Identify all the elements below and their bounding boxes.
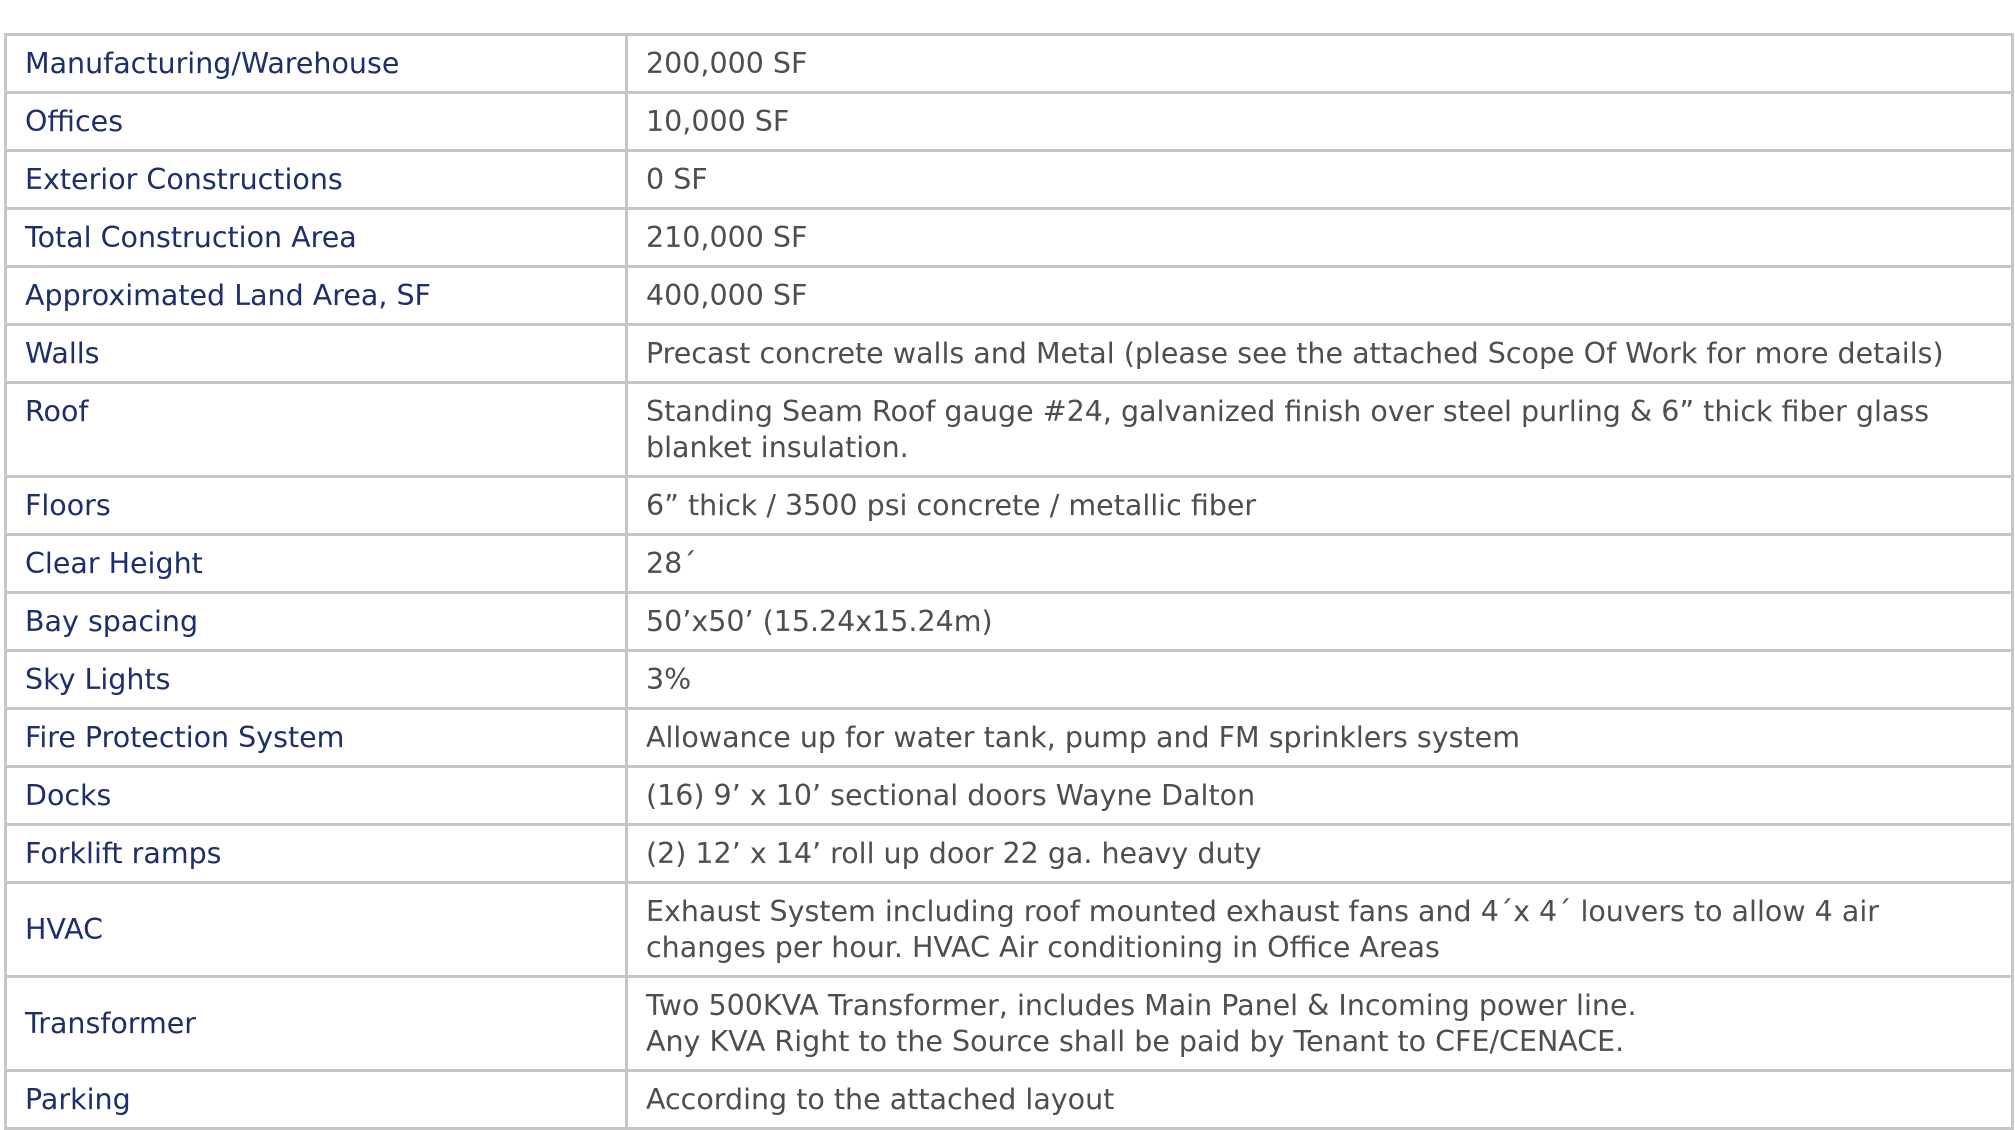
spec-label: Forklift ramps [6, 825, 627, 883]
table-row [6, 209, 2013, 267]
spec-label: Exterior Constructions [6, 151, 627, 209]
spec-value: 28´ [627, 535, 2013, 593]
table-row [6, 767, 2013, 825]
table-row [6, 93, 2013, 151]
spec-label: Parking [6, 1071, 627, 1129]
spec-label: Total Construction Area [6, 209, 627, 267]
spec-label: Fire Protection System [6, 709, 627, 767]
spec-value: 200,000 SF [627, 35, 2013, 93]
spec-value [627, 883, 2013, 977]
table-row [6, 35, 2013, 93]
spec-value: 3% [627, 651, 2013, 709]
building-spec-table [4, 33, 2014, 1130]
spec-value-line: changes per hour. HVAC Air conditioning in Office Areas [646, 931, 1440, 964]
spec-value-line: Two 500KVA Transformer, includes Main Panel & Incoming power line. [646, 989, 1637, 1022]
table-row [6, 535, 2013, 593]
spec-label: Walls [6, 325, 627, 383]
table-row [6, 651, 2013, 709]
table-row [6, 883, 2013, 977]
table-row [6, 383, 2013, 477]
table-row [6, 709, 2013, 767]
spec-value-line: blanket insulation. [646, 431, 909, 464]
spec-value-line: Exhaust System including roof mounted exhaust fans and 4´x 4´ louvers to allow 4 air [646, 895, 1879, 928]
spec-value: Allowance up for water tank, pump and FM sprinklers system [627, 709, 2013, 767]
spec-value: 50’x50’ (15.24x15.24m) [627, 593, 2013, 651]
table-row [6, 825, 2013, 883]
spec-value: According to the attached layout [627, 1071, 2013, 1129]
spec-value: (16) 9’ x 10’ sectional doors Wayne Dalton [627, 767, 2013, 825]
spec-value-line: Standing Seam Roof gauge #24, galvanized finish over steel purling & 6” thick fiber glass [646, 395, 1930, 428]
table-row [6, 325, 2013, 383]
table-row [6, 1071, 2013, 1129]
spec-label: Transformer [6, 977, 627, 1071]
table-row [6, 593, 2013, 651]
spec-value: Precast concrete walls and Metal (please see the attached Scope Of Work for more details) [627, 325, 2013, 383]
spec-label: Roof [6, 383, 627, 477]
spec-value: (2) 12’ x 14’ roll up door 22 ga. heavy duty [627, 825, 2013, 883]
spec-value [627, 383, 2013, 477]
spec-value: 400,000 SF [627, 267, 2013, 325]
spec-value: 0 SF [627, 151, 2013, 209]
table-row [6, 477, 2013, 535]
spec-label: Manufacturing/Warehouse [6, 35, 627, 93]
spec-value: 210,000 SF [627, 209, 2013, 267]
table-row [6, 151, 2013, 209]
spec-label: Clear Height [6, 535, 627, 593]
spec-label: Docks [6, 767, 627, 825]
table-row [6, 977, 2013, 1071]
spec-value [627, 977, 2013, 1071]
spec-label: Offices [6, 93, 627, 151]
spec-label: HVAC [6, 883, 627, 977]
spec-label: Sky Lights [6, 651, 627, 709]
spec-label: Bay spacing [6, 593, 627, 651]
spec-value: 6” thick / 3500 psi concrete / metallic fiber [627, 477, 2013, 535]
spec-label: Approximated Land Area, SF [6, 267, 627, 325]
table-row [6, 267, 2013, 325]
spec-value-line: Any KVA Right to the Source shall be paid by Tenant to CFE/CENACE. [646, 1025, 1625, 1058]
spec-label: Floors [6, 477, 627, 535]
spec-value: 10,000 SF [627, 93, 2013, 151]
